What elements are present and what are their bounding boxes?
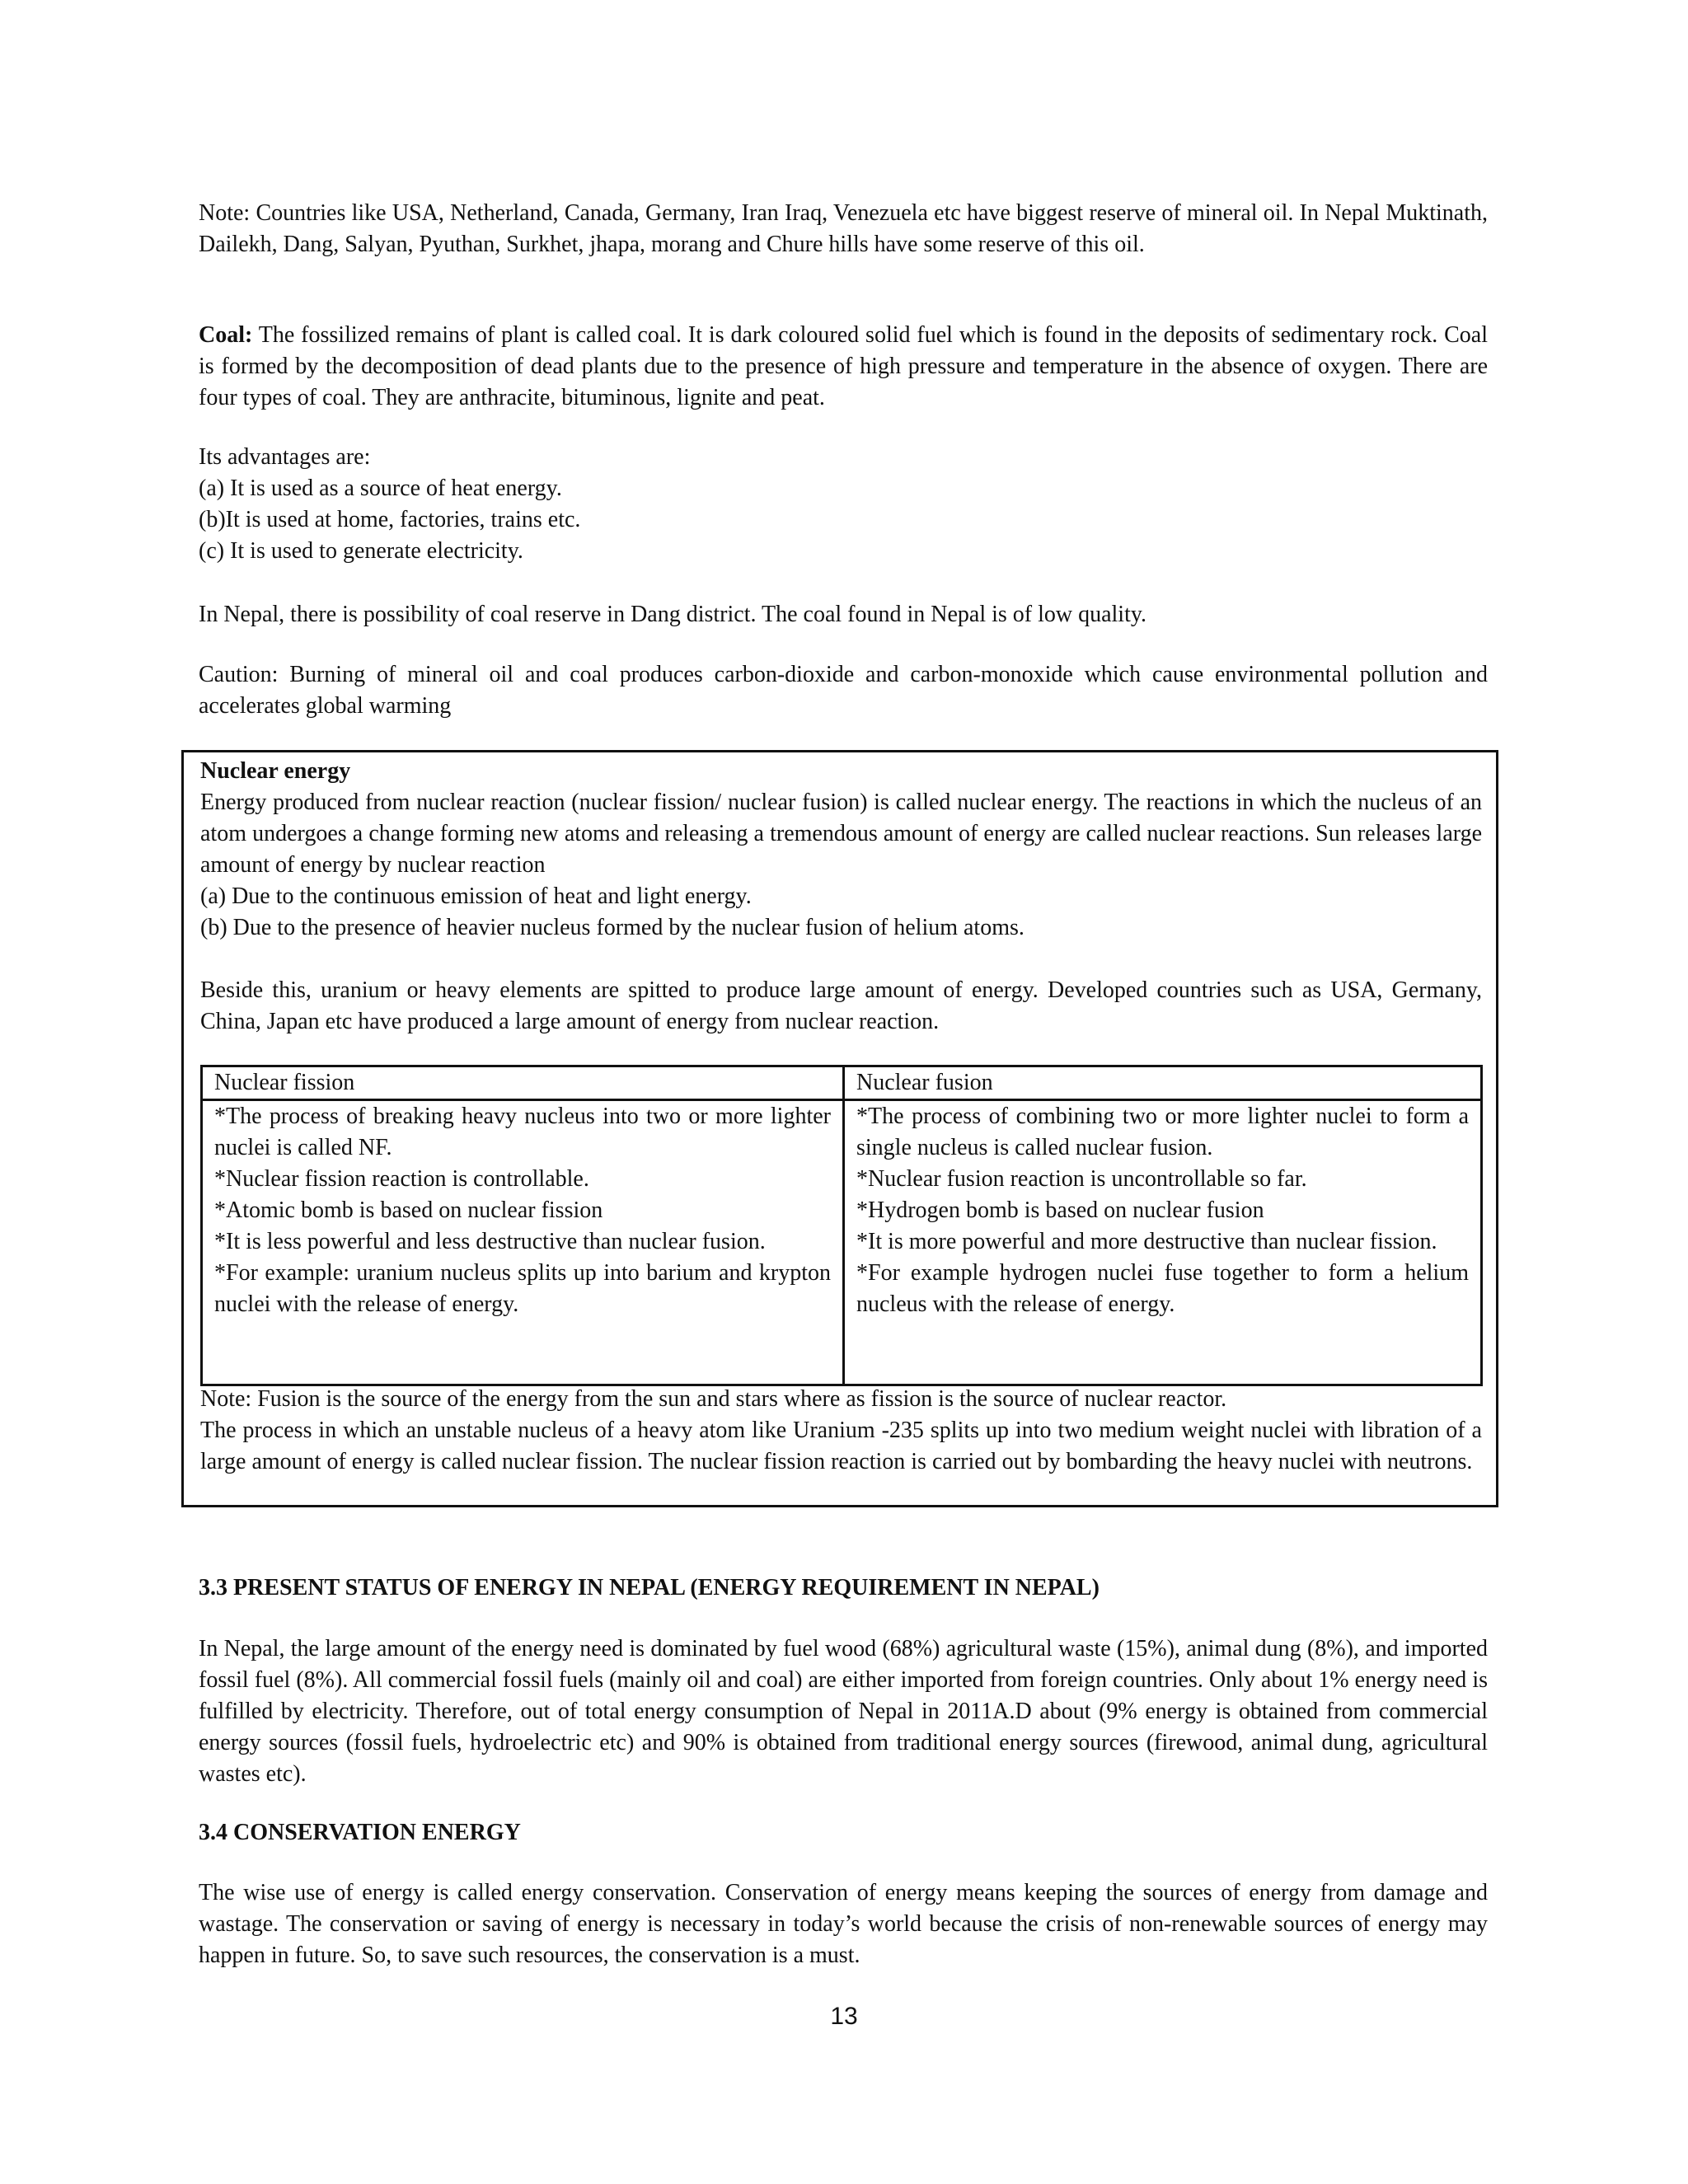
fission-row: *It is less powerful and less destructive than nuclear fusion. xyxy=(214,1229,766,1254)
fission-row: *Atomic bomb is based on nuclear fission xyxy=(214,1197,603,1223)
nuclear-beside: Beside this, uranium or heavy elements are spitted to produce large amount of energy. Developed countries such as USA, Germany, China, Japan etc have produced a large amount of energy from nuclear reaction. xyxy=(200,977,1482,1034)
coal-label: Coal: xyxy=(199,322,253,348)
caution-paragraph: Caution: Burning of mineral oil and coal produces carbon-dioxide and carbon-monoxide which cause environmental pollution and accelerates global warming xyxy=(199,662,1488,719)
section-3-3-text: In Nepal, the large amount of the energy need is dominated by fuel wood (68%) agricultural waste (15%), animal dung (8%), and imported fossil fuel (8%). All commercial fossil fuels (mainly oil and coal) are either imported from foreign countries. Only about 1% energy need is fulfilled by electricity. Therefore, out of total energy consumption of Nepal in 2011A.D about (9% energy is obtained from commercial energy sources (fossil fuels, hydroelectric etc) and 90% is obtained from traditional energy sources (firewood, animal dung, agricultural wastes etc). xyxy=(199,1636,1488,1787)
advantage-item: (b)It is used at home, factories, trains etc. xyxy=(199,507,581,532)
advantage-item: (c) It is used to generate electricity. xyxy=(199,538,523,564)
fission-row: *The process of breaking heavy nucleus into two or more lighter nuclei is called NF. xyxy=(214,1104,831,1160)
fusion-row: *Nuclear fusion reaction is uncontrollable so far. xyxy=(856,1166,1307,1192)
nuclear-note: Note: Fusion is the source of the energy from the sun and stars where as fission is the source of nuclear reactor. xyxy=(200,1386,1227,1412)
coal-text: The fossilized remains of plant is called coal. It is dark coloured solid fuel which is found in the deposits of sedimentary rock. Coal is formed by the decomposition of dead plants due to the presence of high pressure and temperature in the absence of oxygen. There are four types of coal. They are anthracite, bituminous, lignite and peat. xyxy=(199,322,1488,410)
fusion-row: *The process of combining two or more lighter nuclei to form a single nucleus is called nuclear fusion. xyxy=(856,1104,1469,1160)
nuclear-fission-definition: The process in which an unstable nucleus of a heavy atom like Uranium -235 splits up into two medium weight nuclei with libration of a large amount of energy is called nuclear fission. The nuclear fission reaction is carried out by bombarding the heavy nuclei with neutrons. xyxy=(200,1418,1482,1474)
section-3-4-heading: 3.4 CONSERVATION ENERGY xyxy=(199,1820,521,1845)
advantages-list xyxy=(199,442,1488,567)
page-number: 13 xyxy=(830,2003,858,2030)
fusion-header: Nuclear fusion xyxy=(845,1067,1480,1101)
note-mineral-oil: Note: Countries like USA, Netherland, Canada, Germany, Iran Iraq, Venezuela etc have biggest reserve of mineral oil. In Nepal Muktinath, Dailekh, Dang, Salyan, Pyuthan, Surkhet, jhapa, morang and Chure hills have some reserve of this oil. xyxy=(199,200,1488,257)
advantages-title: Its advantages are: xyxy=(199,444,371,470)
fusion-row: *Hydrogen bomb is based on nuclear fusion xyxy=(856,1197,1264,1223)
fusion-row: *For example hydrogen nuclei fuse together to form a helium nucleus with the release of energy. xyxy=(856,1260,1469,1317)
nuclear-reason: (b) Due to the presence of heavier nucleus formed by the nuclear fusion of helium atoms. xyxy=(200,915,1025,940)
fission-row: *For example: uranium nucleus splits up into barium and krypton nuclei with the release of energy. xyxy=(214,1260,831,1317)
fusion-row: *It is more powerful and more destructive than nuclear fission. xyxy=(856,1229,1437,1254)
fission-column xyxy=(203,1067,845,1384)
fission-fusion-table xyxy=(200,1065,1483,1386)
nuclear-heading: Nuclear energy xyxy=(200,758,351,784)
fission-header: Nuclear fission xyxy=(203,1067,842,1101)
coal-paragraph xyxy=(199,320,1488,414)
nuclear-definition: Energy produced from nuclear reaction (nuclear fission/ nuclear fusion) is called nuclear energy. The reactions in which the nucleus of an atom undergoes a change forming new atoms and releasing a tremendous amount of energy are called nuclear reactions. Sun releases large amount of energy by nuclear reaction xyxy=(200,790,1482,878)
fission-row: *Nuclear fission reaction is controllable. xyxy=(214,1166,589,1192)
advantage-item: (a) It is used as a source of heat energy. xyxy=(199,476,562,501)
fusion-column xyxy=(845,1067,1480,1384)
coal-nepal-paragraph: In Nepal, there is possibility of coal reserve in Dang district. The coal found in Nepal is of low quality. xyxy=(199,602,1147,627)
nuclear-reason: (a) Due to the continuous emission of heat and light energy. xyxy=(200,883,752,909)
section-3-3-heading: 3.3 PRESENT STATUS OF ENERGY IN NEPAL (ENERGY REQUIREMENT IN NEPAL) xyxy=(199,1575,1100,1601)
section-3-4-text: The wise use of energy is called energy conservation. Conservation of energy means keeping the sources of energy from damage and wastage. The conservation or saving of energy is necessary in today’s world because the crisis of non-renewable sources of energy may happen in future. So, to save such resources, the conservation is a must. xyxy=(199,1880,1488,1968)
